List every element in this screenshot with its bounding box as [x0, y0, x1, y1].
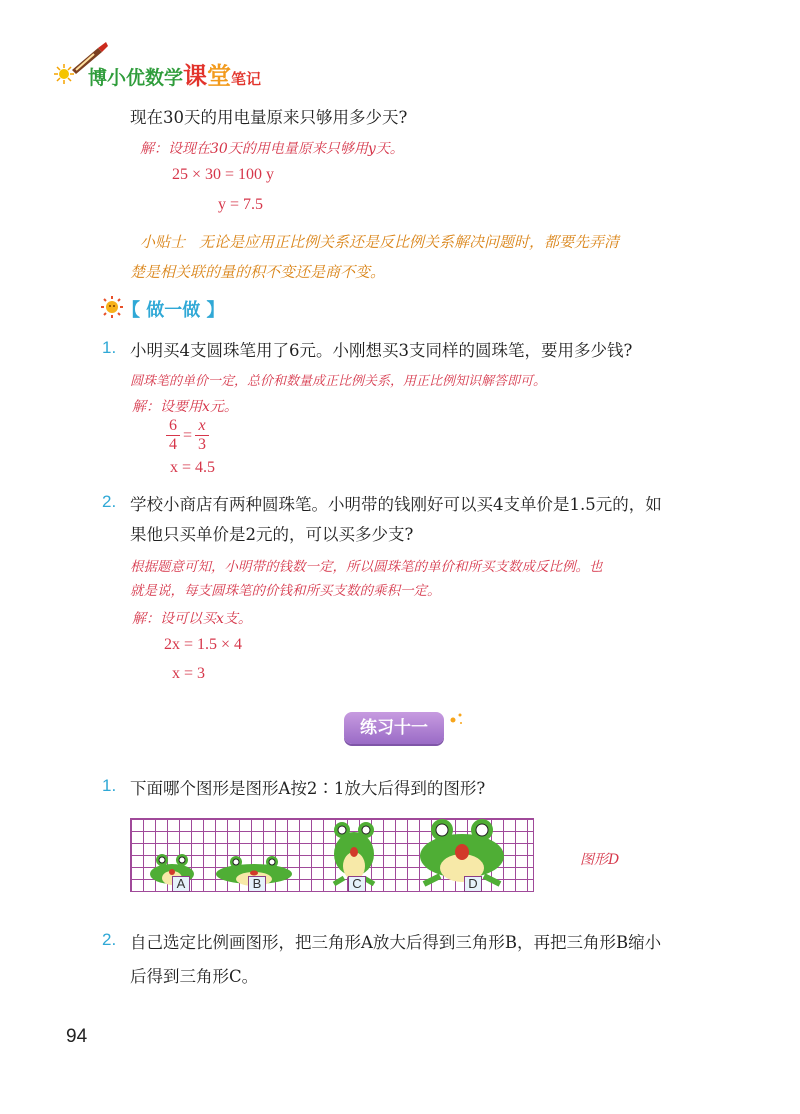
label-d: D: [464, 876, 482, 892]
q1-solution: 解：设要用x元。: [132, 399, 238, 415]
top-question: 现在30天的用电量原来只够用多少天?: [130, 108, 408, 127]
frog-d-icon: [414, 818, 510, 890]
sparkle-icon: [448, 710, 466, 728]
label-c: C: [348, 876, 366, 892]
top-equation-1: 25 × 30 = 100 y: [172, 166, 275, 183]
q2-number: 2.: [102, 492, 117, 511]
q2-note-2: 就是说，每支圆珠笔的价钱和所买支数的乘积一定。: [130, 583, 441, 599]
q1-note: 圆珠笔的单价一定，总价和数量成正比例关系，用正比例知识解答即可。: [130, 374, 547, 389]
brand-title: 博小优数学课堂笔记: [88, 62, 262, 90]
ex1-number: 1.: [102, 776, 117, 795]
q2-equation-1: 2x = 1.5 × 4: [164, 636, 243, 653]
exercise-badge: 练习十一: [344, 712, 444, 744]
q1-fraction-2: x 3: [195, 417, 209, 454]
q2-note-1: 根据题意可知，小明带的钱数一定，所以圆珠笔的单价和所买支数成反比例。也: [130, 559, 603, 575]
q1-text: 小明买4支圆珠笔用了6元。小刚想买3支同样的圆珠笔，要用多少钱?: [130, 341, 633, 360]
q1-number: 1.: [102, 338, 117, 357]
ex1-answer: 图形D: [580, 852, 620, 868]
section-title: 【 做一做 】: [122, 300, 225, 321]
tip-line-1: 小贴士 无论是应用正比例关系还是反比例关系解决问题时，都要先弄清: [140, 233, 620, 251]
q2-line-1: 学校小商店有两种圆珠笔。小明带的钱刚好可以买4支单价是1.5元的，如: [130, 495, 662, 514]
ex1-text: 下面哪个图形是图形A按2∶1放大后得到的图形?: [130, 779, 486, 798]
q2-solution: 解：设可以买x支。: [132, 611, 252, 627]
label-b: B: [248, 876, 266, 892]
top-equation-2: y = 7.5: [218, 196, 264, 213]
q2-equation-2: x = 3: [172, 665, 206, 682]
tip-label: 小贴士: [140, 233, 186, 251]
ex2-line-2: 后得到三角形C。: [130, 967, 259, 986]
top-solution-setup: 解：设现在30天的用电量原来只够用y天。: [140, 141, 404, 157]
sun-icon: [100, 295, 124, 319]
q1-fraction-1: 6 4: [166, 417, 180, 454]
page-number: 94: [66, 1026, 88, 1047]
q1-result: x = 4.5: [170, 459, 216, 476]
ex2-number: 2.: [102, 930, 117, 949]
q2-line-2: 果他只买单价是2元的，可以买多少支?: [130, 525, 414, 544]
tip-line-2: 楚是相关联的量的积不变还是商不变。: [130, 263, 386, 281]
ex2-line-1: 自己选定比例画图形，把三角形A放大后得到三角形B，再把三角形B缩小: [130, 933, 662, 952]
q1-equals: =: [183, 427, 193, 444]
label-a: A: [172, 876, 190, 892]
